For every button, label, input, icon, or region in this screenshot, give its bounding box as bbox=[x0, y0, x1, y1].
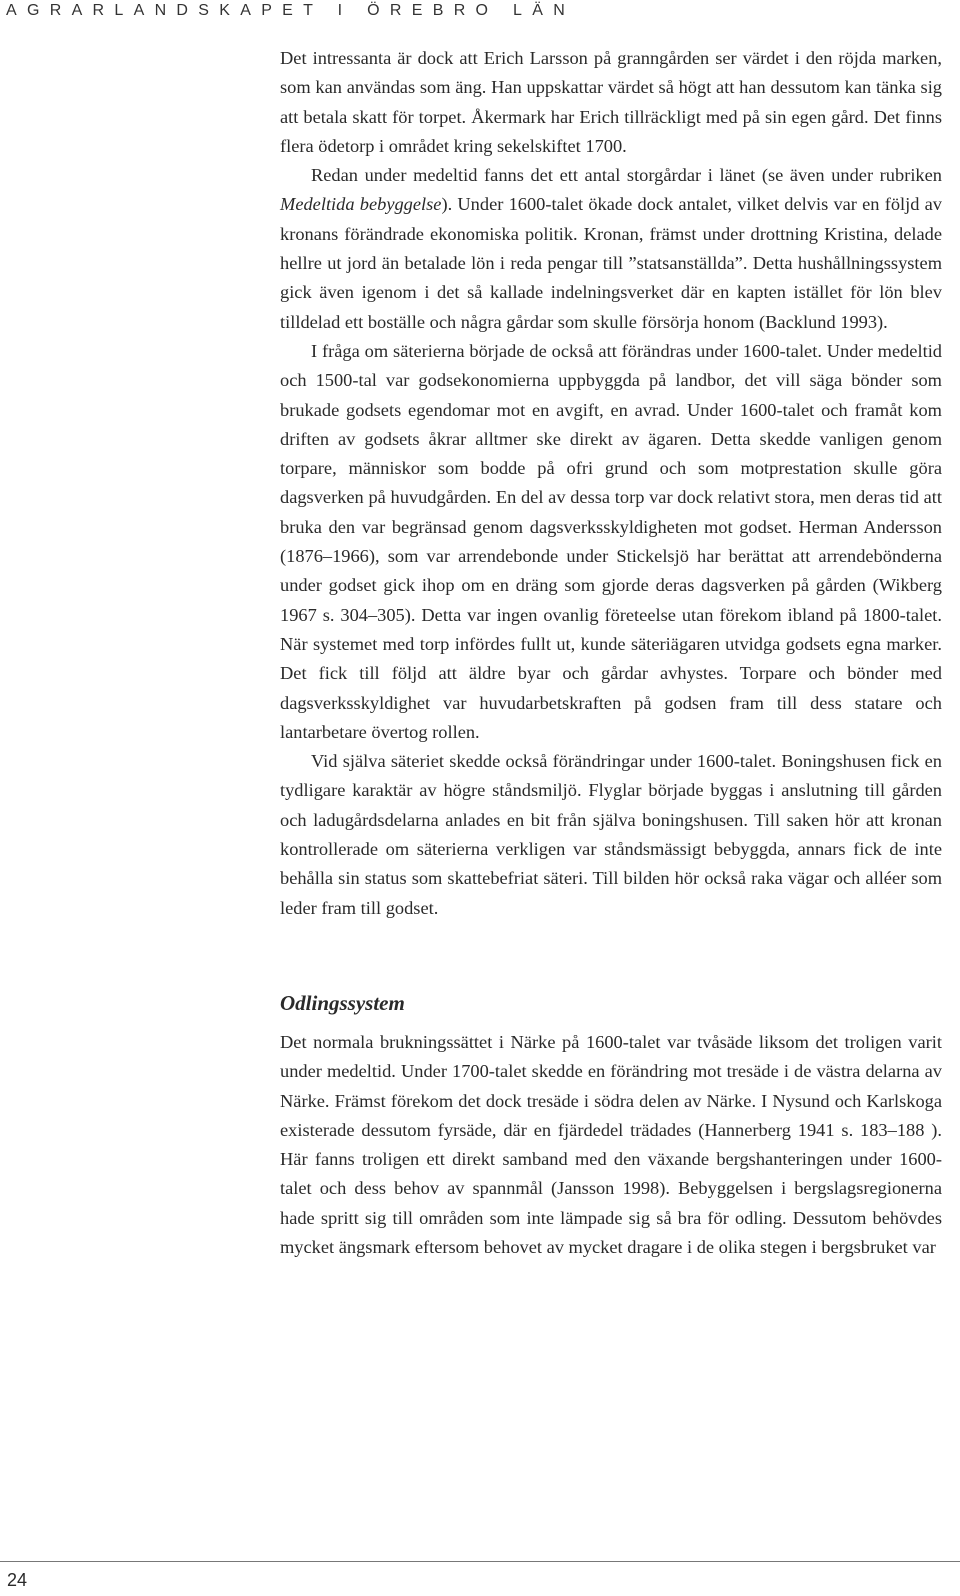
paragraph-2-part-2: ). Under 1600-talet ökade dock antalet, vilket delvis var en följd av kronans förändrade ekonomiska politik. Kronan, främst under drottning Kristina, delade hellre ut jord än betalade lön i reda pengar till ”statsanställda”. Detta hushållningssystem gick även igenom i det så kallade indelningsverket där en kapten istället för lön blev tilldelad ett boställe och några gårdar som skulle försörja honom (Backlund 1993). bbox=[280, 194, 942, 332]
paragraph-3: I fråga om säterierna började de också att förändras under 1600-talet. Under medeltid och 1500-tal var godsekonomierna uppbyggda på landbor, det vill säga bönder som brukade godsets egendomar mot en avgift, en avrad. Under 1600-talet och framåt kom driften av godsets åkrar alltmer ske direkt av ägaren. Detta skedde vanligen genom torpare, människor som bodde på ofri grund och som motprestation skulle göra dagsverken på huvudgården. En del av dessa torp var dock relativt stora, men deras tid att bruka den var begränsad genom dagsverksskyldigheten mot godset. Herman Andersson (1876–1966), som var arrendebonde under Stickelsjö har berättat att arrendebönderna under godset gick ihop om en dräng som gjorde deras dagsverken på gården (Wikberg 1967 s. 304–305). Detta var ingen ovanlig företeelse utan förekom ibland på 1800-talet. När systemet med torp infördes fullt ut, kunde säteriägaren utvidga godsets egna marker. Det fick till följd att äldre byar och gårdar avhystes. Torpare och bönder med dagsverksskyldighet var huvudarbetskraften på godsen fram till dess statare och lantarbetare övertog rollen. bbox=[280, 340, 942, 742]
paragraph-5: Det normala brukningssättet i Närke på 1600-talet var tvåsäde liksom det troligen varit under medeltid. Under 1700-talet skedde en förändring mot tresäde i de västra delarna av Närke. Främst förekom det dock tresäde i södra delen av Närke. I Nysund och Karlskoga existerade dessutom fyrsäde, där en fjärdedel trädades (Hannerberg 1941 s. 183–188 ). Här fanns troligen ett direkt samband med den växande bergshanteringen under 1600-talet och dess behov av spannmål (Jansson 1998). Bebyggelsen i bergslagsregionerna hade spritt sig till områden som inte lämpade sig så bra för odling. Dessutom behövdes mycket ängsmark eftersom behovet av mycket dragare i de olika stegen i bergsbruket var bbox=[280, 1031, 942, 1257]
body-text bbox=[280, 44, 942, 1262]
paragraph-2-italic-title: Medeltida bebyggelse bbox=[280, 194, 442, 215]
page-number: 24 bbox=[7, 1570, 28, 1590]
paragraph-4: Vid själva säteriet skedde också förändringar under 1600-talet. Boningshusen fick en tydligare karaktär av högre ståndsmiljö. Flyglar började byggas i anslutning till gården och ladugårdsdelarna anlades en bit från själva boningshusen. Till saken hör att kronan kontrollerade om säterierna verkligen var ståndsmässigt bebyggda, annars fick de inte behålla sin status som skattebefriat säteri. Till bilden hör också raka vägar och alléer som leder fram till godset. bbox=[280, 751, 942, 918]
running-header: AGRARLANDSKAPET I ÖREBRO LÄN bbox=[6, 2, 576, 19]
footer-rule bbox=[0, 1561, 960, 1562]
paragraph-2 bbox=[280, 161, 942, 337]
paragraph-1: Det intressanta är dock att Erich Larsson på granngården ser värdet i den röjda marken, som kan användas som äng. Han uppskattar värdet så högt att han dessutom kan tänka sig att betala skatt för torpet. Åkermark har Erich tillräckligt med på sin egen gård. Det finns flera ödetorp i området kring sekelskiftet 1700. bbox=[280, 48, 942, 156]
section-heading: Odlingssystem bbox=[280, 990, 405, 1015]
paragraph-2-part-1: Redan under medeltid fanns det ett antal storgårdar i länet (se även under rubriken bbox=[311, 165, 942, 186]
